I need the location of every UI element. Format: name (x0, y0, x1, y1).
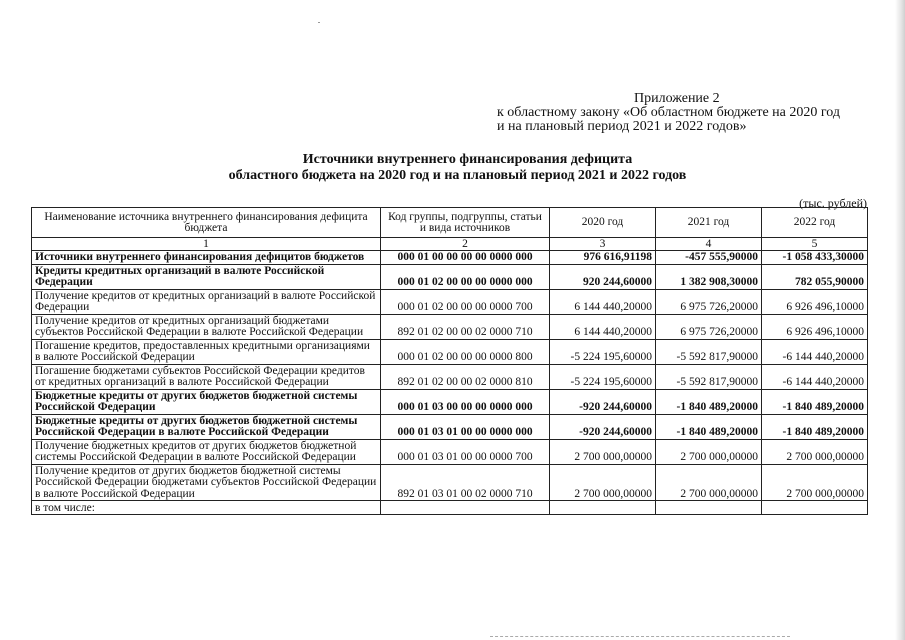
row-value-2020: 2 700 000,00000 (550, 439, 656, 464)
units-label: (тыс. рублей) (799, 196, 867, 210)
header-code: Код группы, подгруппы, статьи и вида источников (381, 208, 550, 238)
row-code: 000 01 03 00 00 00 0000 000 (381, 389, 550, 414)
table-row (32, 389, 868, 414)
row-code (381, 501, 550, 515)
scan-speck (318, 22, 320, 23)
row-value-2020: -920 244,60000 (550, 414, 656, 439)
row-source-name: в том числе: (32, 501, 381, 515)
row-code: 000 01 03 01 00 00 0000 700 (381, 439, 550, 464)
row-value-2020: 2 700 000,00000 (550, 464, 656, 501)
row-code: 000 01 02 00 00 00 0000 800 (381, 339, 550, 364)
table-header-row (32, 208, 868, 238)
column-number-row (32, 238, 868, 251)
row-value-2021 (656, 501, 762, 515)
row-source-name: Получение кредитов от кредитных организаций бюджетами субъектов Российской Федерации в валюте Российской Федерации (32, 314, 381, 339)
row-value-2022: -6 144 440,20000 (762, 339, 868, 364)
table-row (32, 264, 868, 289)
header-2021: 2021 год (656, 208, 762, 238)
row-code: 000 01 03 01 00 00 0000 000 (381, 414, 550, 439)
row-code: 892 01 03 01 00 02 0000 710 (381, 464, 550, 501)
row-source-name: Получение кредитов от кредитных организаций в валюте Российской Федерации (32, 289, 381, 314)
row-source-name: Бюджетные кредиты от других бюджетов бюджетной системы Российской Федерации в валюте Российской Федерации (32, 414, 381, 439)
row-value-2020: 6 144 440,20000 (550, 314, 656, 339)
column-number: 4 (656, 238, 762, 251)
row-value-2022: 2 700 000,00000 (762, 439, 868, 464)
row-value-2021: -5 592 817,90000 (656, 364, 762, 389)
row-value-2020: -5 224 195,60000 (550, 339, 656, 364)
row-value-2021: -1 840 489,20000 (656, 414, 762, 439)
row-value-2021: 2 700 000,00000 (656, 464, 762, 501)
appendix-law-reference: к областному закону «Об областном бюджете на 2020 год (497, 105, 840, 120)
row-source-name: Источники внутреннего финансирования дефицитов бюджетов (32, 251, 381, 265)
document-title (0, 152, 905, 184)
table-row (32, 364, 868, 389)
title-line-1: Источники внутреннего финансирования дефицита (302, 152, 633, 167)
row-source-name: Получение кредитов от других бюджетов бюджетной системы Российской Федерации бюджетами субъектов Российской Федерации в валюте Российской Федерации (32, 464, 381, 501)
appendix-law-period: и на плановый период 2021 и 2022 годов» (497, 119, 747, 134)
header-2022: 2022 год (762, 208, 868, 238)
row-value-2020: -920 244,60000 (550, 389, 656, 414)
table-row (32, 464, 868, 501)
row-value-2022: -1 840 489,20000 (762, 389, 868, 414)
row-source-name: Кредиты кредитных организаций в валюте Российской Федерации (32, 264, 381, 289)
row-source-name: Погашение кредитов, предоставленных кредитными организациями в валюте Российской Федерации (32, 339, 381, 364)
table-row (32, 339, 868, 364)
table-row (32, 414, 868, 439)
row-value-2021: 1 382 908,30000 (656, 264, 762, 289)
row-value-2022: -1 840 489,20000 (762, 414, 868, 439)
table-row (32, 314, 868, 339)
row-value-2020: -5 224 195,60000 (550, 364, 656, 389)
table-row (32, 251, 868, 265)
row-source-name: Погашение бюджетами субъектов Российской Федерации кредитов от кредитных организаций в валюте Российской Федерации (32, 364, 381, 389)
row-code: 892 01 02 00 00 02 0000 810 (381, 364, 550, 389)
table-row (32, 501, 868, 515)
row-code: 000 01 02 00 00 00 0000 700 (381, 289, 550, 314)
row-value-2021: -5 592 817,90000 (656, 339, 762, 364)
page-edge-shadow (895, 0, 905, 640)
title-line-2: областного бюджета на 2020 год и на плановый период 2021 и 2022 годов (228, 168, 687, 183)
row-code: 892 01 02 00 00 02 0000 710 (381, 314, 550, 339)
row-source-name: Бюджетные кредиты от других бюджетов бюджетной системы Российской Федерации (32, 389, 381, 414)
column-number: 2 (381, 238, 550, 251)
row-value-2022: 2 700 000,00000 (762, 464, 868, 501)
row-value-2021: 2 700 000,00000 (656, 439, 762, 464)
row-value-2021: -457 555,90000 (656, 251, 762, 265)
row-value-2022: -6 144 440,20000 (762, 364, 868, 389)
column-number: 1 (32, 238, 381, 251)
table-row (32, 289, 868, 314)
financing-sources-table (31, 207, 868, 515)
header-2020: 2020 год (550, 208, 656, 238)
row-value-2022: 6 926 496,10000 (762, 289, 868, 314)
row-value-2020: 6 144 440,20000 (550, 289, 656, 314)
row-source-name: Получение бюджетных кредитов от других бюджетов бюджетной системы Российской Федерации в валюте Российской Федерации (32, 439, 381, 464)
row-value-2021: 6 975 726,20000 (656, 314, 762, 339)
row-value-2022 (762, 501, 868, 515)
column-number: 5 (762, 238, 868, 251)
appendix-number: Приложение 2 (634, 91, 720, 106)
row-value-2021: -1 840 489,20000 (656, 389, 762, 414)
row-value-2021: 6 975 726,20000 (656, 289, 762, 314)
header-source-name: Наименование источника внутреннего финансирования дефицита бюджета (32, 208, 381, 238)
row-value-2022: -1 058 433,30000 (762, 251, 868, 265)
appendix-header (497, 92, 877, 134)
row-code: 000 01 02 00 00 00 0000 000 (381, 264, 550, 289)
column-number: 3 (550, 238, 656, 251)
row-value-2022: 782 055,90000 (762, 264, 868, 289)
row-value-2020: 920 244,60000 (550, 264, 656, 289)
scan-bottom-marks (490, 636, 790, 639)
row-value-2020 (550, 501, 656, 515)
row-code: 000 01 00 00 00 00 0000 000 (381, 251, 550, 265)
table-row (32, 439, 868, 464)
row-value-2020: 976 616,91198 (550, 251, 656, 265)
row-value-2022: 6 926 496,10000 (762, 314, 868, 339)
